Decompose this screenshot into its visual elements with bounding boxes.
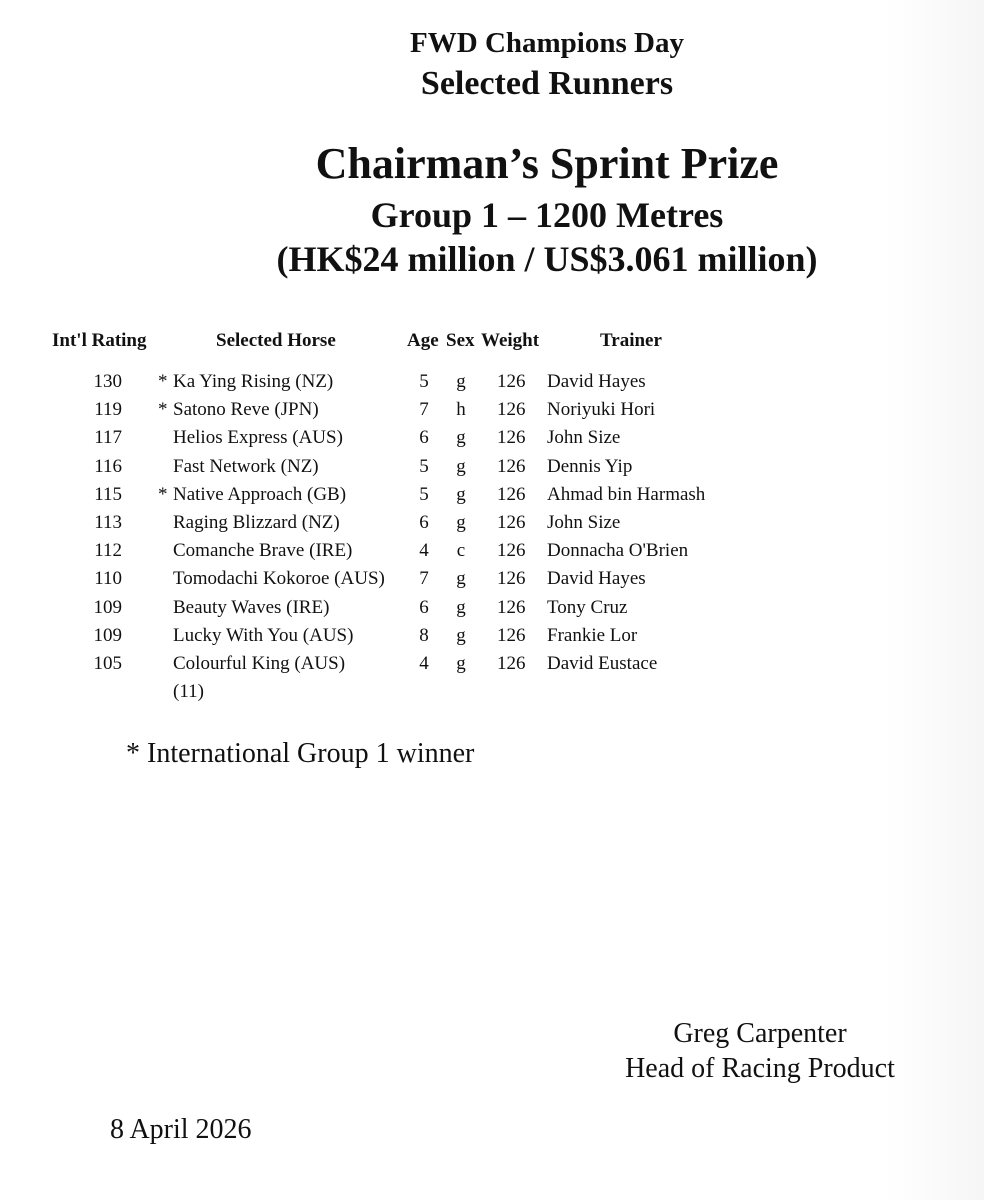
horse-cell: Helios Express (AUS) [173, 427, 343, 449]
age-cell: 7 [419, 568, 429, 590]
sex-cell: g [456, 427, 466, 449]
weight-cell: 126 [497, 455, 526, 477]
table-row [0, 510, 984, 538]
column-header-horse: Selected Horse [216, 330, 336, 351]
horse-cell: Ka Ying Rising (NZ) [173, 371, 334, 392]
table-row [0, 595, 984, 623]
signatory-name: Greg Carpenter [673, 1018, 847, 1049]
column-header-age: Age [407, 330, 439, 351]
weight-cell: 126 [497, 511, 526, 533]
age-cell: 5 [419, 483, 429, 505]
horse-cell: Satono Reve (JPN) [173, 399, 319, 421]
sex-cell: g [456, 596, 466, 618]
sex-cell: g [456, 624, 466, 646]
race-name: Chairman’s Sprint Prize [315, 139, 779, 188]
trainer-cell: Dennis Yip [547, 455, 633, 477]
race-group-distance: Group 1 – 1200 Metres [370, 195, 724, 235]
group1-winner-marker: * [158, 399, 168, 421]
rating-cell: 117 [94, 427, 122, 449]
table-row [0, 425, 984, 453]
rating-cell: 105 [93, 652, 122, 674]
trainer-cell: John Size [547, 427, 621, 449]
trainer-cell: Donnacha O'Brien [547, 540, 689, 562]
table-row [0, 651, 984, 679]
rating-cell: 109 [93, 624, 122, 646]
horse-cell: Comanche Brave (IRE) [173, 540, 353, 562]
rating-cell: 112 [94, 540, 122, 562]
column-header-sex: Sex [446, 330, 475, 351]
runner-count: (11) [173, 681, 204, 702]
trainer-cell: Ahmad bin Harmash [547, 483, 706, 505]
horse-cell: Tomodachi Kokoroe (AUS) [173, 568, 385, 590]
trainer-cell: David Hayes [547, 371, 646, 392]
age-cell: 4 [419, 540, 429, 562]
age-cell: 6 [419, 427, 429, 449]
race-prize-money: (HK$24 million / US$3.061 million) [276, 239, 818, 279]
rating-cell: 110 [94, 568, 122, 590]
trainer-cell: Noriyuki Hori [547, 399, 656, 421]
age-cell: 6 [419, 511, 429, 533]
column-header-rating: Int'l Rating [52, 330, 147, 351]
table-body [0, 369, 984, 679]
weight-cell: 126 [497, 596, 526, 618]
document-subtitle: Selected Runners [420, 65, 674, 102]
age-cell: 4 [419, 652, 429, 674]
rating-cell: 130 [93, 371, 122, 392]
table-row [0, 454, 984, 482]
sex-cell: c [456, 540, 466, 562]
horse-cell: Beauty Waves (IRE) [173, 596, 330, 618]
rating-cell: 113 [94, 511, 122, 533]
weight-cell: 126 [497, 371, 526, 392]
table-row [0, 369, 984, 397]
table-row [0, 538, 984, 566]
column-header-trainer: Trainer [600, 330, 662, 351]
rating-cell: 119 [94, 399, 122, 421]
event-title: FWD Champions Day [410, 27, 684, 59]
trainer-cell: John Size [547, 511, 621, 533]
weight-cell: 126 [497, 427, 526, 449]
sex-cell: g [456, 455, 466, 477]
weight-cell: 126 [497, 652, 526, 674]
table-row [0, 566, 984, 594]
age-cell: 6 [419, 596, 429, 618]
age-cell: 5 [419, 455, 429, 477]
weight-cell: 126 [497, 568, 526, 590]
horse-cell: Fast Network (NZ) [173, 455, 319, 477]
trainer-cell: Frankie Lor [547, 624, 638, 646]
table-row [0, 623, 984, 651]
horse-cell: Native Approach (GB) [173, 483, 347, 505]
sex-cell: g [456, 483, 466, 505]
rating-cell: 115 [94, 483, 122, 505]
sex-cell: g [456, 371, 466, 392]
group1-winner-marker: * [158, 483, 168, 505]
table-row [0, 397, 984, 425]
document-date: 8 April 2026 [110, 1114, 252, 1145]
rating-cell: 116 [94, 455, 122, 477]
group1-winner-marker: * [158, 371, 168, 392]
horse-cell: Lucky With You (AUS) [173, 624, 354, 646]
horse-cell: Raging Blizzard (NZ) [173, 511, 340, 533]
trainer-cell: David Hayes [547, 568, 646, 590]
signatory-title: Head of Racing Product [625, 1053, 895, 1084]
weight-cell: 126 [497, 540, 526, 562]
sex-cell: g [456, 568, 466, 590]
age-cell: 7 [419, 399, 429, 421]
rating-cell: 109 [93, 596, 122, 618]
column-header-weight: Weight [481, 330, 540, 351]
sex-cell: g [456, 511, 466, 533]
weight-cell: 126 [497, 399, 526, 421]
weight-cell: 126 [497, 624, 526, 646]
trainer-cell: David Eustace [547, 652, 658, 674]
table-row [0, 482, 984, 510]
age-cell: 5 [419, 371, 429, 392]
sex-cell: h [456, 399, 466, 421]
age-cell: 8 [419, 624, 429, 646]
horse-cell: Colourful King (AUS) [173, 652, 346, 674]
trainer-cell: Tony Cruz [547, 596, 628, 618]
sex-cell: g [456, 652, 466, 674]
footnote: * International Group 1 winner [126, 738, 475, 769]
weight-cell: 126 [497, 483, 526, 505]
